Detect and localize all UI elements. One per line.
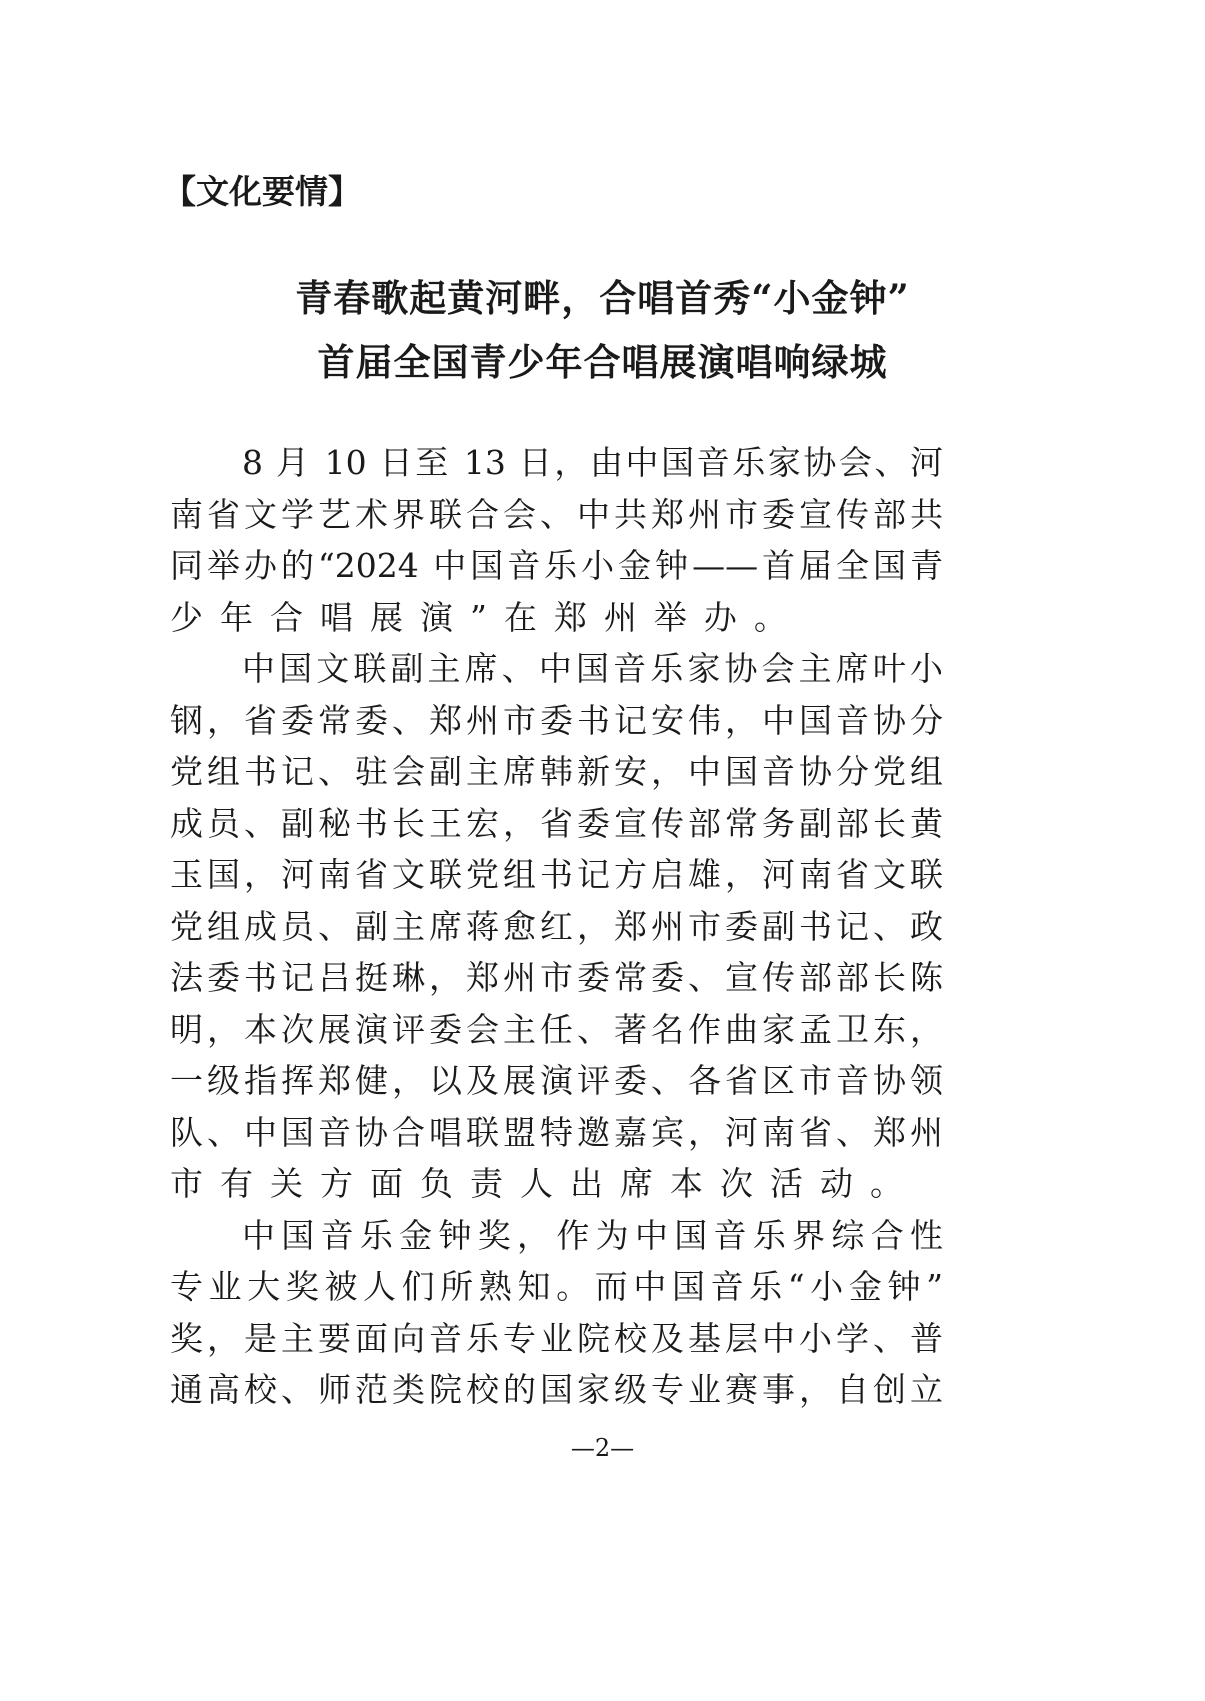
paragraph-line: 同举办的“2024 中国音乐小金钟——首届全国青	[170, 546, 943, 585]
paragraph-line: 8 月 10 日至 13 日，由中国音乐家协会、河	[242, 443, 943, 482]
paragraph-line: 通高校、师范类院校的国家级专业赛事，自创立	[170, 1370, 943, 1409]
paragraph-line: 成员、副秘书长王宏，省委宣传部常务副部长黄	[170, 803, 943, 843]
paragraph-line: 奖，是主要面向音乐专业院校及基层中小学、普	[170, 1318, 943, 1358]
paragraph-line: 专业大奖被人们所熟知。而中国音乐“小金钟”	[170, 1267, 943, 1306]
title-line-2: 首届全国青少年合唱展演唱响绿城	[317, 340, 888, 384]
paragraph-line: 法委书记吕挺琳，郑州市委常委、宣传部部长陈	[170, 958, 943, 997]
section-tag: 【文化要情】	[163, 172, 361, 211]
paragraph-line: 钢，省委常委、郑州市委书记安伟，中国音协分	[170, 700, 943, 740]
paragraph-line: 玉国，河南省文联党组书记方启雄，河南省文联	[170, 855, 943, 894]
paragraph-line: 一级指挥郑健，以及展演评委、各省区市音协领	[170, 1061, 943, 1100]
paragraph-line: 少年合唱展演”在郑州举办。	[170, 597, 804, 637]
paragraph-line: 中国音乐金钟奖，作为中国音乐界综合性	[242, 1215, 943, 1255]
paragraph-line: 中国文联副主席、中国音乐家协会主席叶小	[242, 649, 943, 688]
paragraph-line: 党组书记、驻会副主席韩新安，中国音协分党组	[170, 752, 943, 791]
page-number: —2—	[570, 1434, 635, 1462]
article-body	[170, 437, 943, 1416]
paragraph-line: 明，本次展演评委会主任、著名作曲家孟卫东，	[170, 1009, 943, 1049]
paragraph-line: 党组成员、副主席蒋愈红，郑州市委副书记、政	[170, 906, 943, 946]
paragraph-line: 南省文学艺术界联合会、中共郑州市委宣传部共	[170, 494, 943, 534]
title-line-1: 青春歌起黄河畔，合唱首秀“小金钟”	[295, 276, 910, 320]
paragraph-line: 队、中国音协合唱联盟特邀嘉宾，河南省、郑州	[170, 1112, 943, 1152]
paragraph-line: 市有关方面负责人出席本次活动。	[170, 1164, 920, 1203]
